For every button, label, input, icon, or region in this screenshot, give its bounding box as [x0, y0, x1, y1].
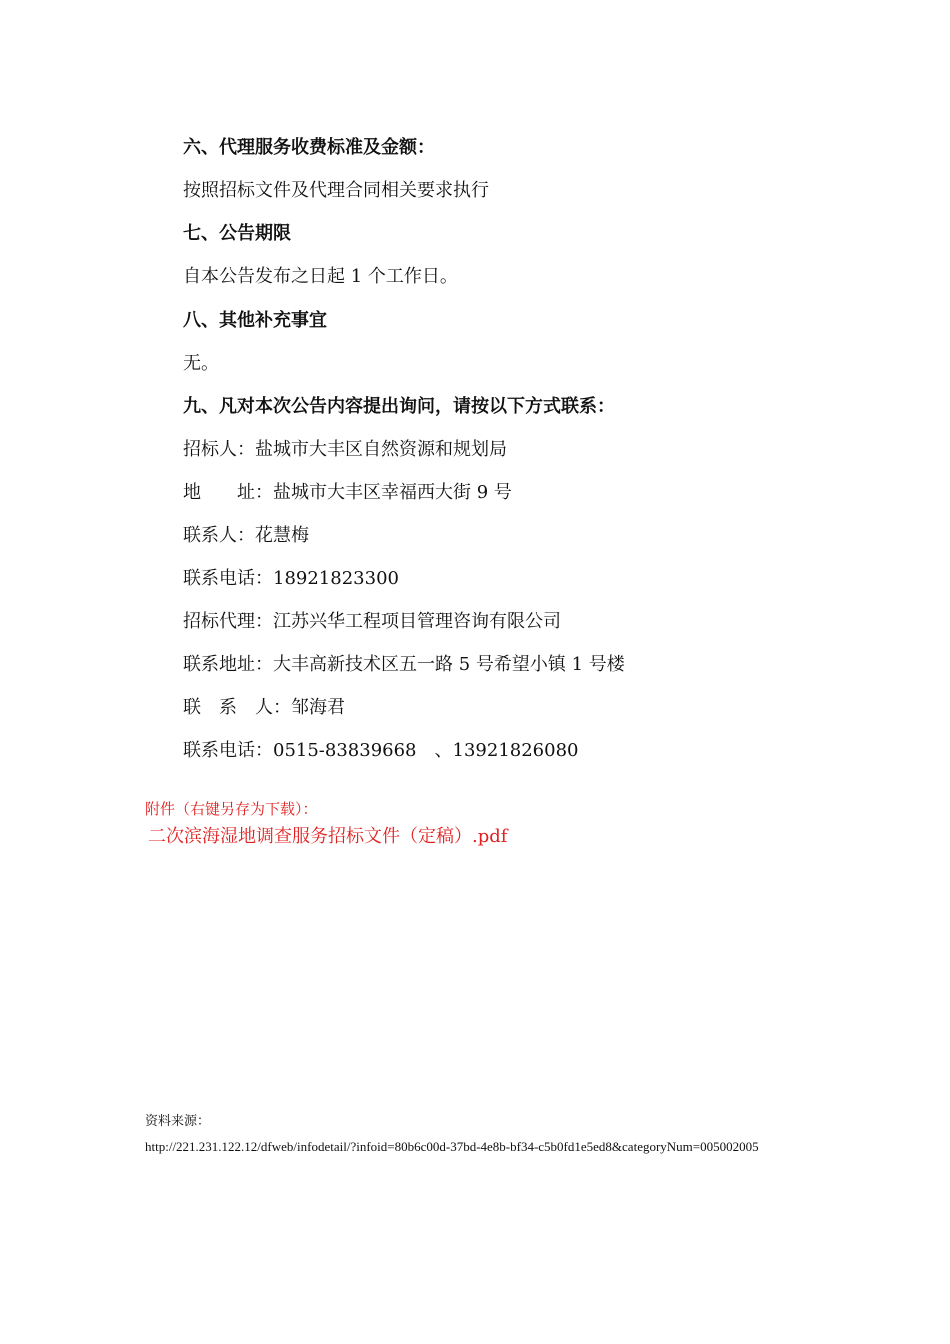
- contact-address: 地 址：盐城市大丰区幸福西大街 9 号: [183, 482, 512, 503]
- contact-tenderer: 招标人：盐城市大丰区自然资源和规划局: [183, 439, 507, 460]
- section-contact-heading: 九、凡对本次公告内容提出询问，请按以下方式联系：: [183, 396, 615, 417]
- attachment-file-link[interactable]: 二次滨海湿地调查服务招标文件（定稿）.pdf: [148, 826, 508, 847]
- agent-name: 招标代理：江苏兴华工程项目管理咨询有限公司: [183, 611, 561, 632]
- section-period-heading: 七、公告期限: [183, 223, 291, 244]
- contact-phone: 联系电话：18921823300: [183, 568, 399, 589]
- attachment-label: 附件（右键另存为下载）：: [145, 800, 318, 818]
- section-fee-heading: 六、代理服务收费标准及金额：: [183, 137, 435, 158]
- section-period-text: 自本公告发布之日起 1 个工作日。: [183, 266, 458, 287]
- agent-address: 联系地址：大丰高新技术区五一路 5 号希望小镇 1 号楼: [183, 654, 625, 675]
- agent-contact-person: 联 系 人：邹海君: [183, 697, 345, 718]
- section-fee-text: 按照招标文件及代理合同相关要求执行: [183, 180, 489, 201]
- section-other-heading: 八、其他补充事宜: [183, 310, 327, 331]
- section-other-text: 无。: [183, 353, 219, 374]
- source-url[interactable]: http://221.231.122.12/dfweb/infodetail/?infoid=80b6c00d-37bd-4e8b-bf34-c5b0fd1e5ed8&categoryNum=005002005: [145, 1139, 759, 1154]
- source-label: 资料来源：: [145, 1114, 211, 1129]
- contact-person: 联系人：花慧梅: [183, 525, 309, 546]
- agent-phone: 联系电话：0515-83839668 、13921826080: [183, 740, 579, 761]
